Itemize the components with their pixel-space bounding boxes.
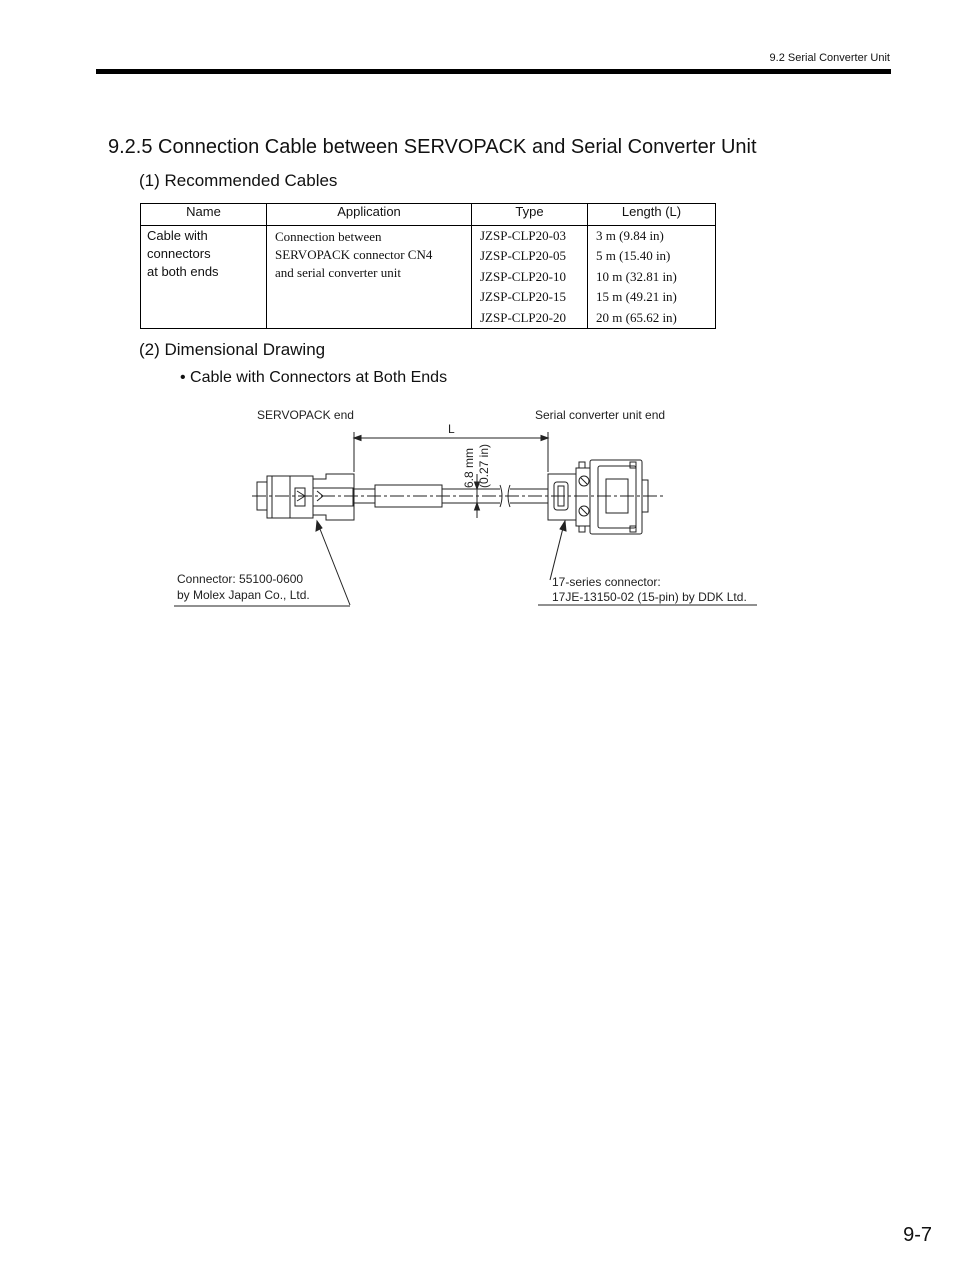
cell-length	[588, 226, 716, 329]
bullet-cable-type: • Cable with Connectors at Both Ends	[180, 369, 448, 386]
name-line: connectors	[147, 246, 211, 261]
diameter-in-label: (0.27 in)	[477, 443, 491, 488]
application-line: and serial converter unit	[275, 265, 401, 280]
page-number: 9-7	[903, 1224, 932, 1246]
subheading-dimensional-drawing: (2) Dimensional Drawing	[139, 340, 326, 359]
section-title: 9.2.5 Connection Cable between SERVOPACK and Serial Converter Unit	[108, 136, 757, 158]
type-value: JZSP-CLP20-20	[480, 309, 566, 325]
application-line: Connection between	[275, 229, 382, 244]
application-line: SERVOPACK connector CN4	[275, 247, 433, 262]
cell-name	[141, 226, 267, 329]
length-value: 20 m (65.62 in)	[596, 309, 677, 325]
type-value: JZSP-CLP20-05	[480, 248, 566, 264]
converter-end-label: Serial converter unit end	[535, 408, 666, 422]
recommended-cables-table	[140, 203, 716, 329]
molex-connector-drawing	[257, 474, 354, 520]
servopack-end-label: SERVOPACK end	[257, 408, 354, 422]
diameter-mm-label: 6.8 mm	[462, 447, 476, 488]
length-value: 10 m (32.81 in)	[596, 268, 677, 284]
length-symbol: L	[448, 422, 455, 436]
header-type: Type	[472, 204, 588, 226]
running-header: 9.2 Serial Converter Unit	[769, 52, 890, 64]
cable-dimensional-drawing	[170, 400, 770, 610]
name-line: at both ends	[147, 264, 219, 279]
header-name: Name	[141, 204, 267, 226]
right-leader-line	[550, 524, 564, 580]
header-length: Length (L)	[588, 204, 716, 226]
type-value: JZSP-CLP20-15	[480, 289, 566, 305]
left-connector-label-1: Connector: 55100-0600	[177, 572, 304, 586]
right-connector-label-2: 17JE-13150-02 (15-pin) by DDK Ltd.	[552, 590, 747, 604]
subheading-recommended-cables: (1) Recommended Cables	[139, 171, 338, 190]
table-header-row	[141, 204, 716, 226]
header-application: Application	[267, 204, 472, 226]
type-value: JZSP-CLP20-03	[480, 228, 566, 243]
right-connector-label-1: 17-series connector:	[552, 575, 661, 589]
length-value: 15 m (49.21 in)	[596, 289, 677, 305]
type-value: JZSP-CLP20-10	[480, 268, 566, 284]
length-value: 5 m (15.40 in)	[596, 248, 671, 264]
left-leader-line	[318, 524, 350, 605]
table-row	[141, 226, 716, 329]
length-value: 3 m (9.84 in)	[596, 228, 664, 243]
left-connector-label-2: by Molex Japan Co., Ltd.	[177, 588, 310, 602]
cell-type	[472, 226, 588, 329]
name-line: Cable with	[147, 228, 208, 243]
cell-application	[267, 226, 472, 329]
header-rule	[96, 69, 891, 74]
ddk-connector-drawing	[548, 460, 648, 534]
length-dimension	[354, 432, 548, 472]
